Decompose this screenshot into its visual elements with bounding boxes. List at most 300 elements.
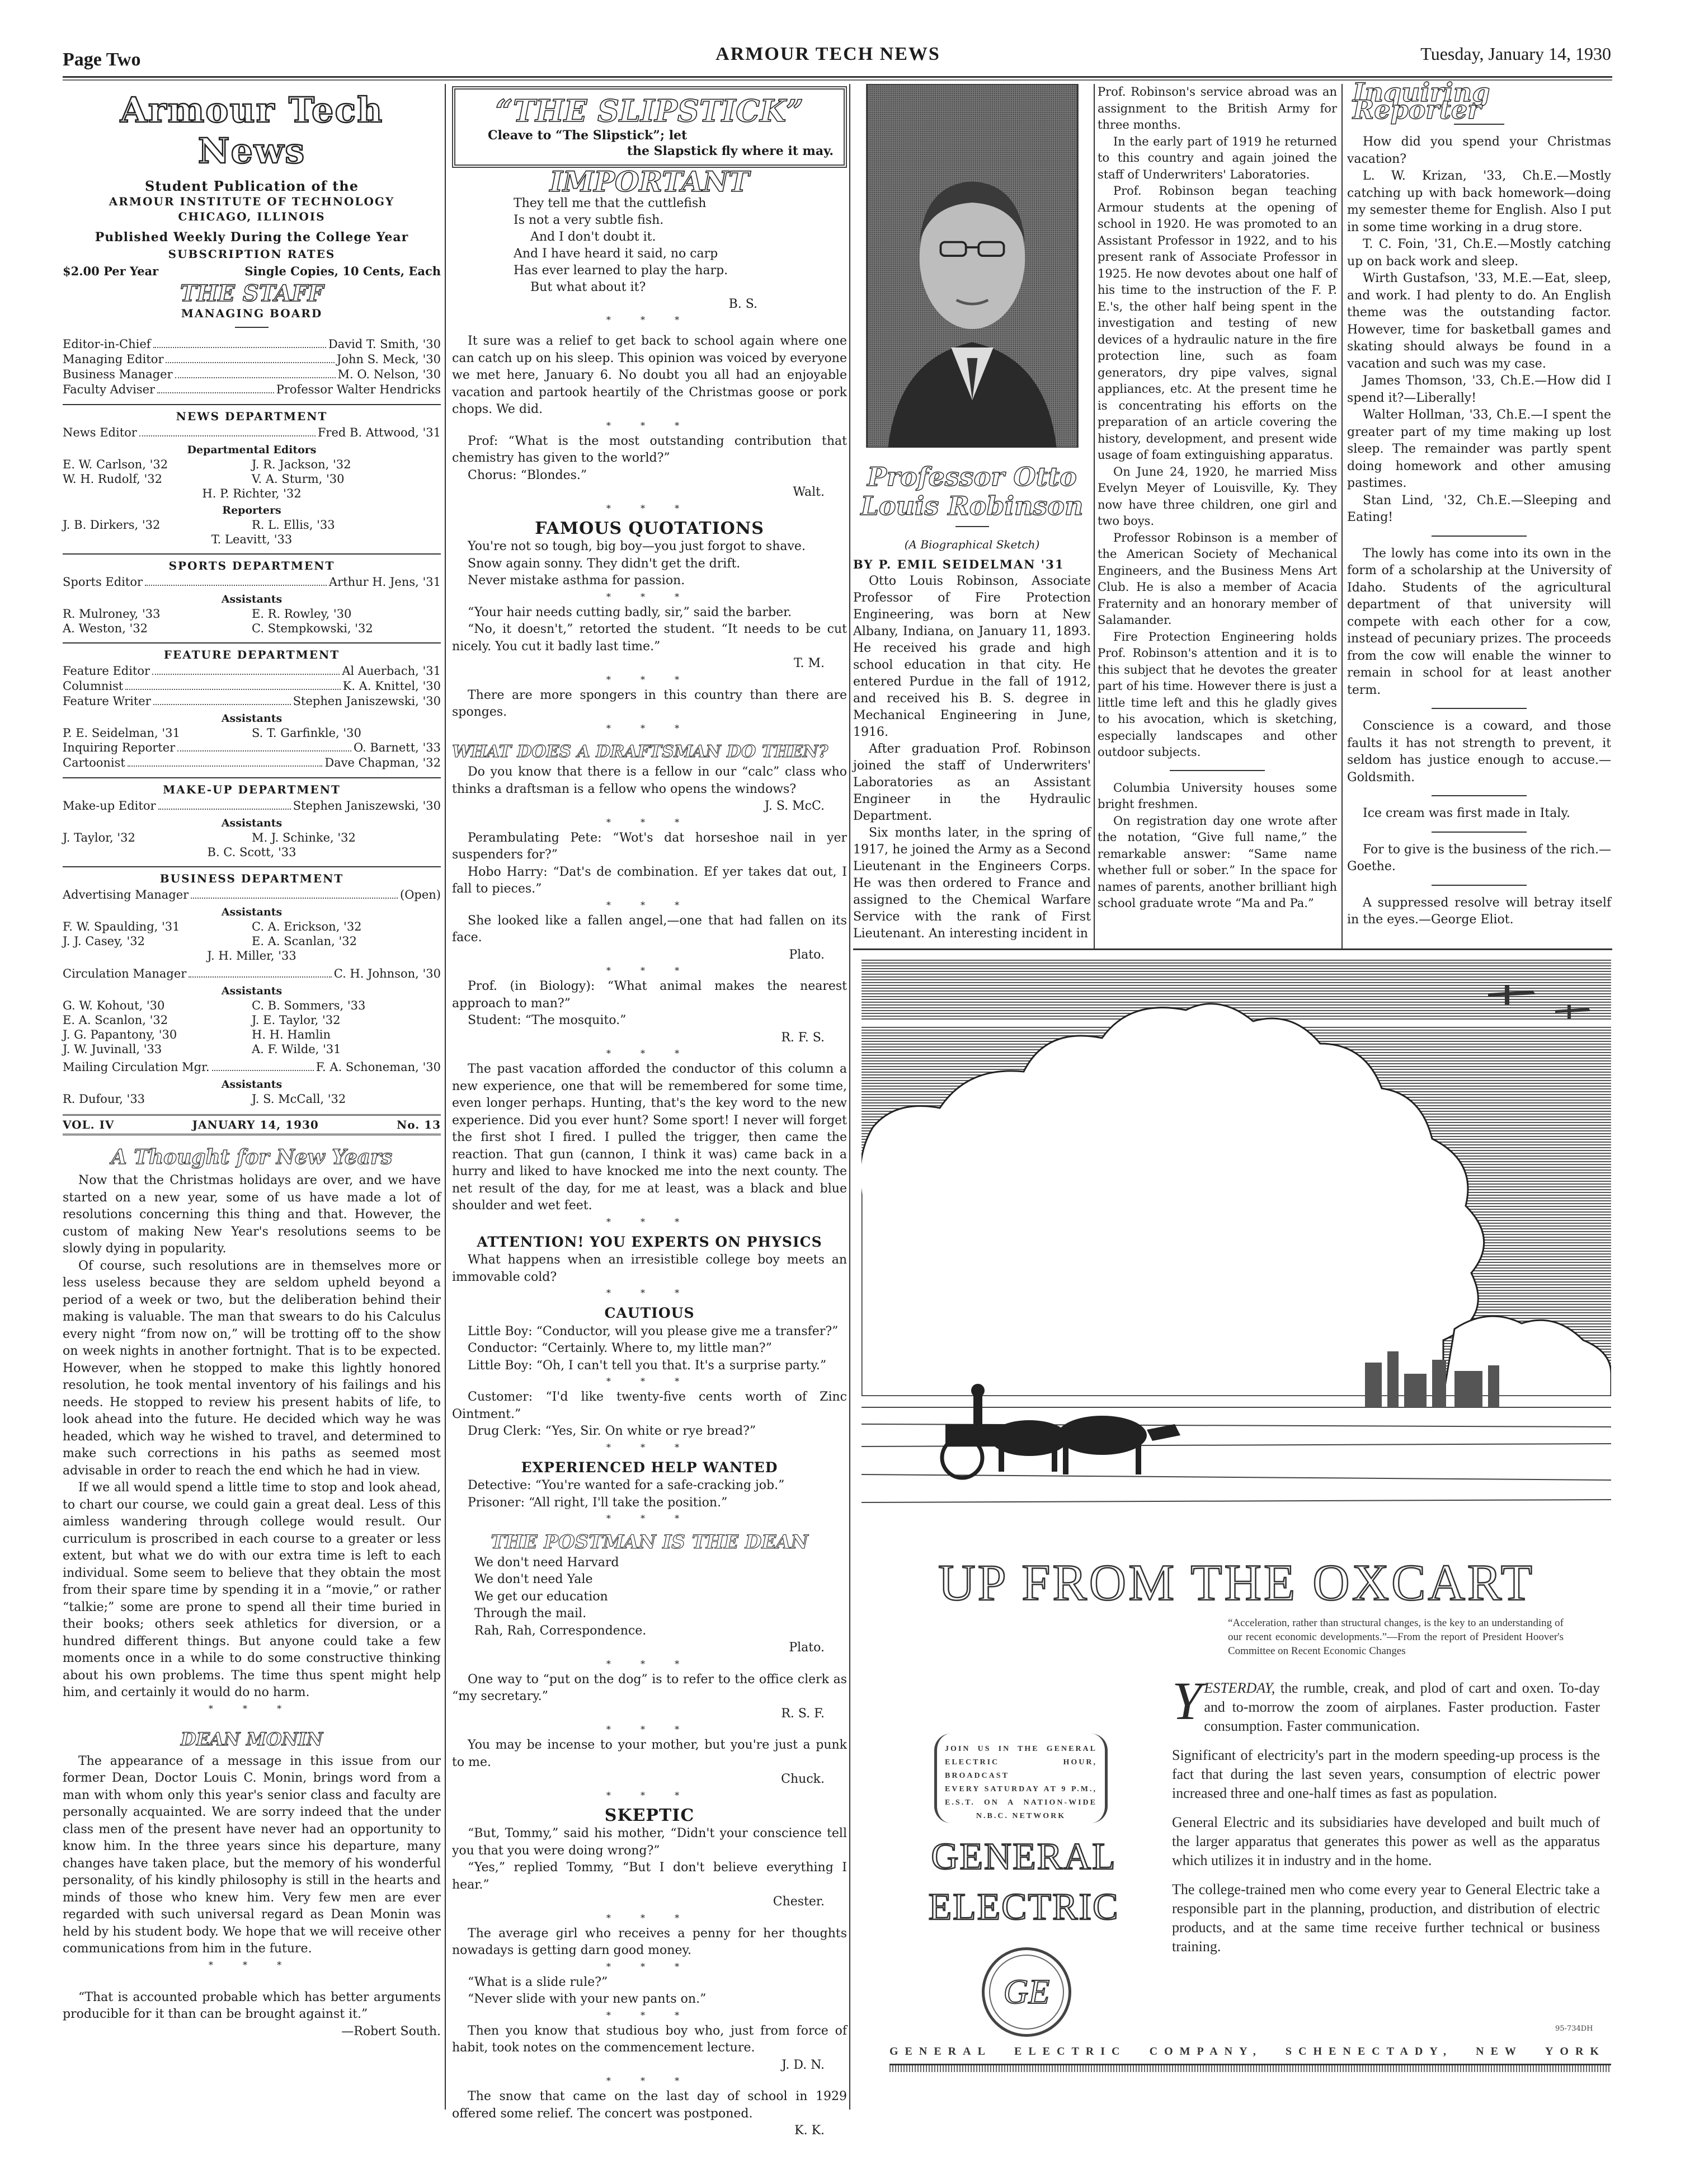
dot-leader — [128, 755, 323, 767]
staff-row — [63, 679, 441, 694]
paragraph: Never mistake asthma for passion. — [468, 574, 685, 588]
ad-body — [1172, 1671, 1600, 1966]
separator-stars: * * * — [606, 722, 693, 734]
group-label: Assistants — [221, 817, 283, 829]
title-line: Professor Otto — [867, 462, 1077, 492]
staff-name: Dave Chapman, '32 — [324, 756, 441, 769]
signature: Plato. — [789, 1641, 825, 1655]
managing-board — [63, 337, 441, 397]
title-line: Louis Robinson — [860, 491, 1084, 521]
paragraph: Six months later, in the spring of 1917, he joined the Army as a Second Lieutenant in the Engineers Corps. He was then ordered to France and assigned to the Chemical Warfare Service with the rank of First Lieutenant. An interesting incident in — [853, 826, 1091, 941]
separator-stars: * * * — [606, 1790, 693, 1801]
group-label: Assistants — [221, 985, 283, 997]
paragraph: “But, Tommy,” said his mother, “Didn't your conscience tell you that you were doing wrong?” — [452, 1826, 847, 1858]
staff-row — [63, 664, 441, 679]
signature: K. K. — [794, 2124, 825, 2138]
answer: Walter Hollman, '33, Ch.E.—I spent the greater part of my time making up lost sleep. The remainder was partly spent doing homework and other amusing pastimes. — [1347, 408, 1611, 490]
separator-stars: * * * — [606, 899, 693, 910]
staff-role: News Editor — [63, 426, 137, 439]
separator-stars: * * * — [606, 816, 693, 828]
item-title: EXPERIENCED HELP WANTED — [521, 1459, 778, 1476]
feature-department — [63, 642, 441, 771]
item-title: THE POSTMAN IS THE DEAN — [491, 1531, 808, 1553]
newspaper-running-title: ARMOUR TECH NEWS — [715, 44, 940, 64]
brand-line: GENERAL — [931, 1835, 1117, 1877]
issue-date: Tuesday, January 14, 1930 — [1420, 44, 1611, 64]
separator-stars: * * * — [606, 1376, 693, 1387]
separator-stars: * * * — [606, 1724, 693, 1735]
staff-name: S. T. Garfinkle, '30 — [252, 726, 361, 740]
ad-paragraph: The college-trained men who come every year to General Electric take a responsible part in the planning, production, and distribution of electric products, and at the same time receive further technical or business training. — [1172, 1881, 1600, 1955]
paragraph: Now that the Christmas holidays are over, and we have started on a new year, some of us have made a lot of resolutions concerning this thing and that. However, the custom of making New Year's resolutions seems to be slowly dying in popularity. — [63, 1173, 441, 1256]
ad-paragraph: General Electric and its subsidiaries have developed and built much of the larger apparatus that generates this power as well as the apparatus which utilizes it in industry and in the home. — [1172, 1814, 1600, 1868]
signature: Chester. — [773, 1895, 825, 1909]
staff-name: Professor Walter Hendricks — [276, 383, 441, 396]
staff-name: J. W. Juvinall, '33 — [63, 1042, 162, 1056]
paragraph: Fire Protection Engineering holds Prof. Robinson's attention and it is to this subject that he devotes the greater part of his time. However there is just a little time left and this he gladly gives to his avocation, which is sketching, especially landscapes and other outdoor subjects. — [1098, 630, 1337, 759]
volume-line — [63, 1114, 441, 1135]
staff-name: J. E. Taylor, '32 — [252, 1013, 341, 1027]
paragraph: Prisoner: “All right, I'll take the position.” — [468, 1495, 728, 1510]
paragraph: If we all would spend a little time to stop and look ahead, to chart our course, we could gain a great deal. Less of this aimless wandering through college would result. Our curriculum is proscribed in each course to a greater or less extent, but what we do with our extra time is left to each individual. Some seem to believe that they obtain the most from their spare time by spending it in a “movie,” or rather “talkie;” some are prone to spend all their time buried in their books; others seek athletics for diversion, or a hundred different things. But anyone could take a few moments once in a while to do some constructive thinking about his own problems. The time thus spent might help him, and certainly it would do no harm. — [63, 1481, 441, 1699]
paragraph: Then you know that studious boy who, just from force of habit, took notes on the commencement lecture. — [452, 2023, 847, 2055]
staff-name: E. R. Rowley, '30 — [252, 607, 352, 621]
separator-stars: * * * — [606, 1961, 693, 1972]
biography-column — [853, 84, 1091, 942]
divider — [1432, 832, 1527, 833]
column-title: “THE SLIPSTICK” — [495, 93, 804, 129]
staff-name: T. Leavitt, '33 — [211, 533, 293, 546]
paragraph: Columbia University houses some bright freshmen. — [1098, 781, 1337, 811]
staff-column — [63, 84, 441, 2040]
paragraph: Snow again sonny. They didn't get the drift. — [468, 556, 741, 571]
ge-monogram: GE — [989, 1955, 1064, 2030]
separator-stars: * * * — [606, 1912, 693, 1923]
paragraph: The average girl who receives a penny for her thoughts nowadays is getting darn good money. — [452, 1926, 847, 1957]
masthead-logo: Armour Tech News — [120, 90, 384, 171]
paragraph: Detective: “You're wanted for a safe-cracking job.” — [468, 1478, 785, 1492]
paragraph: On registration day one wrote after the notation, “Give full name,” the remarkable answer: “Same name whether full or sober.” In the space for names of parents, another brilliant high school graduate wrote “Ma and Pa.” — [1098, 814, 1337, 910]
paragraph: The past vacation afforded the conductor of this column a new experience, one that will be remembered for some time, even longer perhaps. Hunting, that's the key word to the new experience. Did you ever hunt? Some sport! I never will forget the first shot I fired. I pulled the trigger, then came the reaction. That gun (cannon, I think it was) came back in a hurry and liked to have knocked me into the next county. The net result of the day, for me at least, was a black and blue shoulder and wet feet. — [452, 1062, 847, 1213]
masthead-line: CHICAGO, ILLINOIS — [178, 210, 326, 223]
biography-continued-column — [1098, 84, 1337, 912]
column-motto: Cleave to “The Slipstick”; let — [488, 128, 688, 143]
staff-role: Mailing Circulation Mgr. — [63, 1060, 210, 1074]
answer: James Thomson, '33, Ch.E.—How did I spend it?—Liberally! — [1347, 374, 1611, 405]
divider — [1432, 795, 1527, 796]
staff-role: Inquiring Reporter — [63, 741, 176, 754]
poem-line: They tell me that the cuttlefish — [514, 196, 707, 210]
paragraph: Little Boy: “Oh, I can't tell you that. It's a surprise party.” — [468, 1358, 827, 1373]
answer: Stan Lind, '32, Ch.E.—Sleeping and Eating! — [1347, 493, 1611, 524]
ad-paragraph — [1172, 1671, 1600, 1736]
dot-leader — [139, 425, 316, 436]
paragraph: Do you know that there is a fellow in our “calc” class who thinks a draftsman is a fellow who opens the windows? — [452, 765, 847, 796]
paragraph: Conductor: “Certainly. Where to, my little man?” — [468, 1341, 772, 1355]
article-subtitle: (A Biographical Sketch) — [904, 538, 1040, 551]
divider — [1170, 770, 1265, 771]
dot-leader — [189, 966, 331, 978]
staff-role: Circulation Manager — [63, 967, 187, 980]
staff-role: Advertising Manager — [63, 888, 189, 901]
board-title: MANAGING BOARD — [181, 307, 323, 320]
divider — [235, 327, 269, 328]
ge-logo-icon — [982, 1947, 1071, 2037]
column-title: Inquiring Reporter — [1353, 77, 1490, 125]
radio-broadcast-notice — [934, 1734, 1108, 1823]
section-rule — [853, 948, 1612, 950]
group-label: Assistants — [221, 1078, 283, 1091]
dot-leader — [212, 1060, 314, 1071]
staff-name: P. E. Seidelman, '31 — [63, 726, 180, 740]
dot-leader — [175, 367, 336, 378]
separator-stars: * * * — [606, 1441, 693, 1453]
staff-role: Cartoonist — [63, 756, 125, 769]
separator-stars: * * * — [208, 1703, 295, 1714]
signature: R. S. F. — [781, 1706, 825, 1721]
staff-row — [63, 1060, 441, 1075]
item-title: SKEPTIC — [604, 1805, 695, 1825]
notice-line: JOIN US IN THE GENERAL — [945, 1745, 1097, 1753]
name-grid — [63, 1092, 441, 1106]
paragraph: Drug Clerk: “Yes, Sir. On white or rye bread?” — [468, 1424, 756, 1438]
business-department — [63, 866, 441, 1106]
staff-name: (Open) — [400, 888, 441, 901]
paragraph: “Your hair needs cutting badly, sir,” said the barber. — [468, 605, 792, 619]
signature: Walt. — [793, 485, 825, 499]
closing-quote — [63, 1989, 441, 2041]
ad-border — [889, 2064, 1611, 2072]
masthead-line: ARMOUR INSTITUTE OF TECHNOLOGY — [109, 195, 395, 208]
staff-row — [63, 425, 441, 440]
subscription-heading: SUBSCRIPTION RATES — [168, 247, 336, 261]
paragraph: Customer: “I'd like twenty-five cents worth of Zinc Ointment.” — [452, 1390, 847, 1421]
volume: VOL. IV — [63, 1118, 115, 1131]
department-heading: NEWS DEPARTMENT — [176, 410, 328, 423]
staff-name: W. H. Rudolf, '32 — [63, 472, 162, 486]
dot-leader — [153, 337, 326, 348]
signature: B. S. — [728, 297, 757, 311]
staff-name: Stephen Janiszewski, '30 — [293, 799, 441, 812]
editorial-body — [63, 1172, 441, 1702]
paragraph: Prof. (in Biology): “What animal makes the nearest approach to man?” — [452, 979, 847, 1011]
drop-cap: Y — [1172, 1671, 1202, 1731]
name-grid — [63, 607, 441, 636]
editorial-title: DEAN MONIN — [180, 1728, 323, 1750]
poem-line: We get our education — [474, 1589, 608, 1604]
separator-stars: * * * — [606, 1216, 693, 1227]
staff-name: C. H. Johnson, '30 — [333, 967, 441, 980]
separator-stars: * * * — [606, 2009, 693, 2021]
notice-line: EVERY SATURDAY AT 9 P.M., — [945, 1785, 1097, 1793]
paragraph: Prof. Robinson began teaching Armour students at the opening of school in 1920. He was promoted to an Assistant Professor in 1922, and to his present rank of Associate Professor in 1925. He now devotes about one half of his time to the instruction of the F. P. E.'s, the other half being spent in the investigation and testing of new devices of a hydraulic nature in the fire protection line, such as foam generators, dry pipe valves, signal appliances, etc. At the present time he is concentrating his efforts on the preparation of an article covering the history, development, and present wide usage of foam extinguishing apparatus. — [1098, 184, 1337, 462]
lead-word: ESTERDAY, — [1204, 1680, 1275, 1696]
signature: R. F. S. — [781, 1030, 825, 1045]
staff-name: F. W. Spaulding, '31 — [63, 920, 180, 933]
staff-name: B. C. Scott, '33 — [207, 846, 296, 859]
separator-stars: * * * — [606, 1513, 693, 1524]
signature: J. S. McC. — [764, 799, 825, 813]
group-label: Assistants — [221, 593, 283, 605]
staff-row — [63, 799, 441, 814]
news-department — [63, 404, 441, 547]
volume-date: JANUARY 14, 1930 — [192, 1118, 319, 1131]
makeup-department — [63, 777, 441, 859]
quote-author: —Robert South. — [341, 2024, 441, 2039]
staff-name: O. Barnett, '33 — [353, 741, 441, 754]
staff-name: F. A. Schoneman, '30 — [316, 1060, 441, 1074]
dot-leader — [152, 664, 340, 675]
paragraph: You may be incense to your mother, but you're just a punk to me. — [452, 1738, 847, 1769]
paragraph: Hobo Harry: “Dat's de combination. Ef yer takes dat out, I fall to pieces.” — [452, 865, 847, 896]
poem-line: But what about it? — [530, 280, 646, 294]
paragraph: “Never slide with your new pants on.” — [468, 1992, 707, 2006]
article-title — [853, 462, 1091, 520]
dot-leader — [158, 799, 291, 810]
staff-name: A. Weston, '32 — [63, 622, 148, 635]
oxcart-illustration — [862, 960, 1611, 1519]
group-label: Assistants — [221, 712, 283, 725]
brand-line: ELECTRIC — [928, 1885, 1119, 1928]
dot-leader — [145, 575, 327, 586]
paragraph: “What is a slide rule?” — [468, 1975, 608, 1989]
filler: The lowly has come into its own in the form of a scholarship at the University of Idaho. Students of the agricultural department of that university will compete with each other for a cow, instead of pecuniary prizes. The proceeds from the cow will enable the winner to remain in school for at least another term. — [1347, 546, 1611, 697]
staff-role: Columnist — [63, 679, 124, 693]
staff-name: J. R. Jackson, '32 — [252, 458, 351, 471]
staff-row — [63, 755, 441, 771]
divider — [955, 526, 989, 527]
staff-name: R. Mulroney, '33 — [63, 607, 161, 621]
staff-row — [63, 694, 441, 709]
poem — [452, 1554, 847, 1640]
poem-line: We don't need Harvard — [474, 1555, 619, 1570]
staff-name: J. S. McCall, '32 — [252, 1092, 346, 1106]
ad-footer: GENERAL ELECTRIC COMPANY, SCHENECTADY, NEW YORK — [889, 2045, 1606, 2058]
paragraph: Chorus: “Blondes.” — [468, 468, 587, 482]
separator-stars: * * * — [606, 502, 693, 514]
staff-name: J. J. Casey, '32 — [63, 934, 145, 948]
staff-name: Fred B. Attwood, '31 — [317, 426, 441, 439]
paragraph: Of course, such resolutions are in themselves more or less useless because they are seldom upheld beyond a period of a week or two, but the deliberation behind their making is valuable. The man that swears to do his Calculus every night “from now on,” will be trotting off to the show on week nights in another fortnight. That is to be expected. However, when he stopped to make this lightly honored resolution, he took mental inventory of his failings and his needs. He stopped to review his present habits of life, to look ahead into the future. He decided which way he was headed, which way he wished to travel, and determined to make such corrections in his paths as seemed most advisable in order to reach the end which he had in view. — [63, 1258, 441, 1478]
poem-line: Rah, Rah, Correspondence. — [474, 1623, 647, 1638]
column-rule — [1341, 84, 1343, 948]
item-title: FAMOUS QUOTATIONS — [535, 518, 764, 538]
paragraph: Perambulating Pete: “Wot's dat horseshoe nail in yer suspenders for?” — [452, 830, 847, 862]
staff-row — [63, 740, 441, 755]
paragraph: Prof: “What is the most outstanding contribution that chemistry has given to the world?” — [452, 434, 847, 465]
portrait-photo — [860, 84, 1084, 448]
dot-leader — [125, 679, 340, 690]
staff-row — [63, 575, 441, 590]
question: How did you spend your Christmas vacation? — [1347, 135, 1611, 166]
paragraph: It sure was a relief to get back to school again where one can catch up on his sleep. This opinion was voiced by everyone we met here, January 6. No doubt you all had an enjoyable vacation and partook heartily of the Christmas goose or pork chops. We did. — [452, 334, 847, 416]
staff-name: E. W. Carlson, '32 — [63, 458, 168, 471]
subscription-rates — [63, 264, 441, 278]
staff-role: Sports Editor — [63, 575, 143, 589]
paragraph: Otto Louis Robinson, Associate Professor of Fire Protection Engineering, was born at New Albany, Indiana, on January 11, 1893. He received his grade and high school education in that city. He entered Purdue in the fall of 1912, and received his B. S. degree in Mechanical Engineering in June, 1916. — [853, 574, 1091, 739]
answer: T. C. Foin, '31, Ch.E.—Mostly catching up on back work and sleep. — [1347, 237, 1611, 269]
separator-stars: * * * — [606, 1658, 693, 1669]
staff-row — [63, 966, 441, 981]
item-title: WHAT DOES A DRAFTSMAN DO THEN? — [452, 741, 828, 762]
staff-name: V. A. Sturm, '30 — [252, 472, 345, 486]
poem-line: Through the mail. — [474, 1607, 587, 1621]
separator-stars: * * * — [606, 1288, 693, 1298]
name-grid — [63, 457, 441, 501]
masthead-line: Published Weekly During the College Year — [95, 230, 409, 245]
signature: Chuck. — [781, 1772, 825, 1786]
staff-name: R. L. Ellis, '33 — [252, 518, 335, 532]
paragraph: Prof. Robinson's service abroad was an assignment to the British Army for three months. — [1098, 85, 1337, 131]
department-heading: FEATURE DEPARTMENT — [163, 648, 340, 661]
staff-name: J. B. Dirkers, '32 — [63, 518, 161, 532]
column-motto: the Slapstick fly where it may. — [627, 144, 834, 158]
staff-role: Feature Writer — [63, 694, 151, 708]
name-grid — [63, 919, 441, 963]
filler: Ice cream was first made in Italy. — [1363, 806, 1570, 820]
signature: J. D. N. — [782, 2058, 825, 2072]
paragraph: In the early part of 1919 he returned to this country and again joined the staff of Underwriters' Laboratories. — [1098, 134, 1337, 181]
signature: Plato. — [789, 947, 825, 962]
name-grid — [63, 726, 441, 740]
staff-role: Editor-in-Chief — [63, 337, 151, 351]
column-rule — [849, 84, 850, 2110]
staff-name: John S. Meck, '30 — [336, 353, 441, 366]
editorial-body — [63, 1753, 441, 1958]
brand-name — [912, 1831, 1136, 1932]
issue-number: No. 13 — [396, 1118, 441, 1131]
staff-name: K. A. Knittel, '30 — [342, 679, 441, 693]
quote-text: “That is accounted probable which has better arguments producible for it than can be brought against it.” — [63, 1990, 441, 2021]
divider — [1432, 885, 1527, 886]
notice-line: E.S.T. ON A NATION-WIDE — [945, 1798, 1097, 1807]
dot-leader — [157, 382, 274, 393]
byline: BY P. EMIL SEIDELMAN '31 — [853, 557, 1065, 571]
ad-quote: “Acceleration, rather than structural changes, is the key to an understanding of our recent economic developments.”—From the report of President Hoover's Committee on Recent Economic Changes — [1228, 1617, 1564, 1657]
editorial-title: A Thought for New Years — [111, 1145, 393, 1169]
staff-name: J. Taylor, '32 — [63, 831, 135, 844]
staff-name: C. B. Sommers, '33 — [252, 999, 366, 1012]
group-label: Assistants — [221, 906, 283, 918]
staff-role: Business Manager — [63, 368, 173, 381]
ad-paragraph: Significant of electricity's part in the modern speeding-up process is the fact that during the last seven years, consumption of electric power increased three and one-half times as fast as population. — [1172, 1747, 1600, 1801]
paragraph: The appearance of a message in this issue from our former Dean, Doctor Louis C. Monin, brings word from a man with whom only this year's senior class and faculty are personally acquainted. We are sorry indeed that the under class men of the present have never had an opportunity to know him. In the three years since his departure, many changes have taken place, but the memory of his wonderful personality, of his kindly philosophy is still in the hearts and minds of those who knew him. Very few men are ever regarded with such universal regard as Dean Monin was held by his student body. We hope that we will receive other communications from him in the future. — [63, 1754, 441, 1956]
staff-row — [63, 337, 441, 352]
staff-name: E. A. Scanlan, '32 — [252, 934, 357, 948]
dot-leader — [166, 352, 334, 363]
name-grid — [63, 518, 441, 547]
paragraph: “No, it doesn't,” retorted the student. “It needs to be cut nicely. You cut it badly last time.” — [452, 622, 847, 654]
dot-leader — [153, 694, 291, 705]
page-number: Page Two — [63, 49, 141, 70]
staff-role: Feature Editor — [63, 664, 150, 678]
divider — [1432, 536, 1527, 537]
staff-name: C. Stempkowski, '32 — [252, 622, 373, 635]
filler: A suppressed resolve will betray itself in the eyes.—George Eliot. — [1347, 895, 1611, 927]
name-grid — [63, 830, 441, 859]
department-heading: MAKE-UP DEPARTMENT — [163, 783, 341, 796]
rate-single: Single Copies, 10 Cents, Each — [244, 264, 441, 278]
ad-headline: UP FROM THE OXCART — [938, 1554, 1534, 1611]
paragraph: “Yes,” replied Tommy, “But I don't believe everything I hear.” — [452, 1861, 847, 1892]
staff-title: THE STAFF — [180, 280, 324, 307]
item-title: ATTENTION! YOU EXPERTS ON PHYSICS — [477, 1233, 822, 1250]
department-heading: BUSINESS DEPARTMENT — [159, 872, 344, 885]
column-rule — [445, 84, 446, 2110]
answer: L. W. Krizan, '33, Ch.E.—Mostly catching up with back homework—doing my semester theme for English. Also I put in some time working in a drug store. — [1347, 169, 1611, 234]
staff-name: Stephen Janiszewski, '30 — [293, 694, 441, 708]
staff-name: Arthur H. Jens, '31 — [328, 575, 441, 589]
paragraph: Professor Robinson is a member of the American Society of Mechanical Engineers, and the Business Mens Art Club. He is also a member of Acacia Fraternity and an honorary member of Salamander. — [1098, 530, 1337, 627]
staff-name: J. H. Miller, '33 — [207, 949, 296, 962]
separator-stars: * * * — [606, 674, 693, 685]
masthead-line: Student Publication of the — [145, 178, 359, 194]
group-label: Departmental Editors — [187, 444, 317, 456]
separator-stars: * * * — [606, 1048, 693, 1059]
paragraph: You're not so tough, big boy—you just forgot to shave. — [468, 539, 806, 553]
separator-stars: * * * — [606, 591, 693, 602]
slipstick-column — [452, 84, 847, 2140]
staff-name: R. Dufour, '33 — [63, 1092, 145, 1106]
slipstick-banner — [452, 86, 847, 168]
staff-name: Al Auerbach, '31 — [342, 664, 441, 678]
separator-stars: * * * — [606, 2075, 693, 2086]
staff-name: C. A. Erickson, '32 — [252, 920, 362, 933]
staff-role: Managing Editor — [63, 353, 164, 366]
separator-stars: * * * — [606, 965, 693, 976]
dot-leader — [177, 740, 351, 752]
paragraph: There are more spongers in this country than there are sponges. — [452, 688, 847, 719]
ad-text: the rumble, creak, and plod of cart and oxen. To-day and to-morrow the zoom of airplanes. Faster production. Faster consumption. Faster communication. — [1204, 1680, 1600, 1734]
staff-name: E. A. Scanlon, '32 — [63, 1013, 168, 1027]
staff-name: G. W. Kohout, '30 — [63, 999, 165, 1012]
paragraph: The snow that came on the last day of school in 1929 offered some relief. The concert was postponed. — [452, 2089, 847, 2121]
inquiring-reporter-column — [1347, 77, 1611, 929]
paragraph: After graduation Prof. Robinson joined the staff of Underwriters' Laboratories as an Assistant Engineer in the Hydraulic Department. — [853, 742, 1091, 823]
staff-name: A. F. Wilde, '31 — [252, 1042, 341, 1056]
staff-row — [63, 382, 441, 397]
poem — [452, 195, 847, 296]
column-rule — [1094, 84, 1095, 948]
poem-line: And I have heard it said, no carp — [514, 246, 718, 261]
poem-line: We don't need Yale — [474, 1572, 593, 1586]
staff-name: M. J. Schinke, '32 — [252, 831, 356, 844]
filler: For to give is the business of the rich.—Goethe. — [1347, 842, 1611, 873]
poem-line: Has ever learned to play the harp. — [514, 263, 728, 278]
staff-name: H. P. Richter, '32 — [202, 487, 302, 500]
staff-role: Make-up Editor — [63, 799, 156, 812]
name-grid — [63, 998, 441, 1056]
staff-row — [63, 367, 441, 382]
notice-line: N.B.C. NETWORK — [976, 1812, 1066, 1820]
paragraph: One way to “put on the dog” is to refer to the office clerk as “my secretary.” — [452, 1672, 847, 1703]
filler: Conscience is a coward, and those faults it has not strength to prevent, it seldom has justice enough to accuse.—Goldsmith. — [1347, 719, 1611, 785]
staff-name: M. O. Nelson, '30 — [337, 368, 441, 381]
rate-year: $2.00 Per Year — [63, 264, 159, 278]
paragraph: She looked like a fallen angel,—one that had fallen on its face. — [452, 913, 847, 945]
answer: Wirth Gustafson, '33, M.E.—Eat, sleep, and work. I had plenty to do. An English theme was the outstanding factor. However, time for basketball games and skating should always be found in a vacation and such was my case. — [1347, 271, 1611, 371]
divider — [1432, 708, 1527, 709]
dot-leader — [191, 887, 398, 899]
item-title: CAUTIOUS — [604, 1305, 695, 1321]
signature: T. M. — [794, 656, 825, 670]
staff-name: H. H. Hamlin — [252, 1028, 331, 1041]
ad-code: 95-734DH — [1555, 2025, 1593, 2033]
staff-name: J. G. Papantony, '30 — [63, 1028, 177, 1041]
sports-department — [63, 553, 441, 636]
poem-line: Is not a very subtle fish. — [514, 213, 664, 227]
separator-stars: * * * — [208, 1959, 295, 1970]
